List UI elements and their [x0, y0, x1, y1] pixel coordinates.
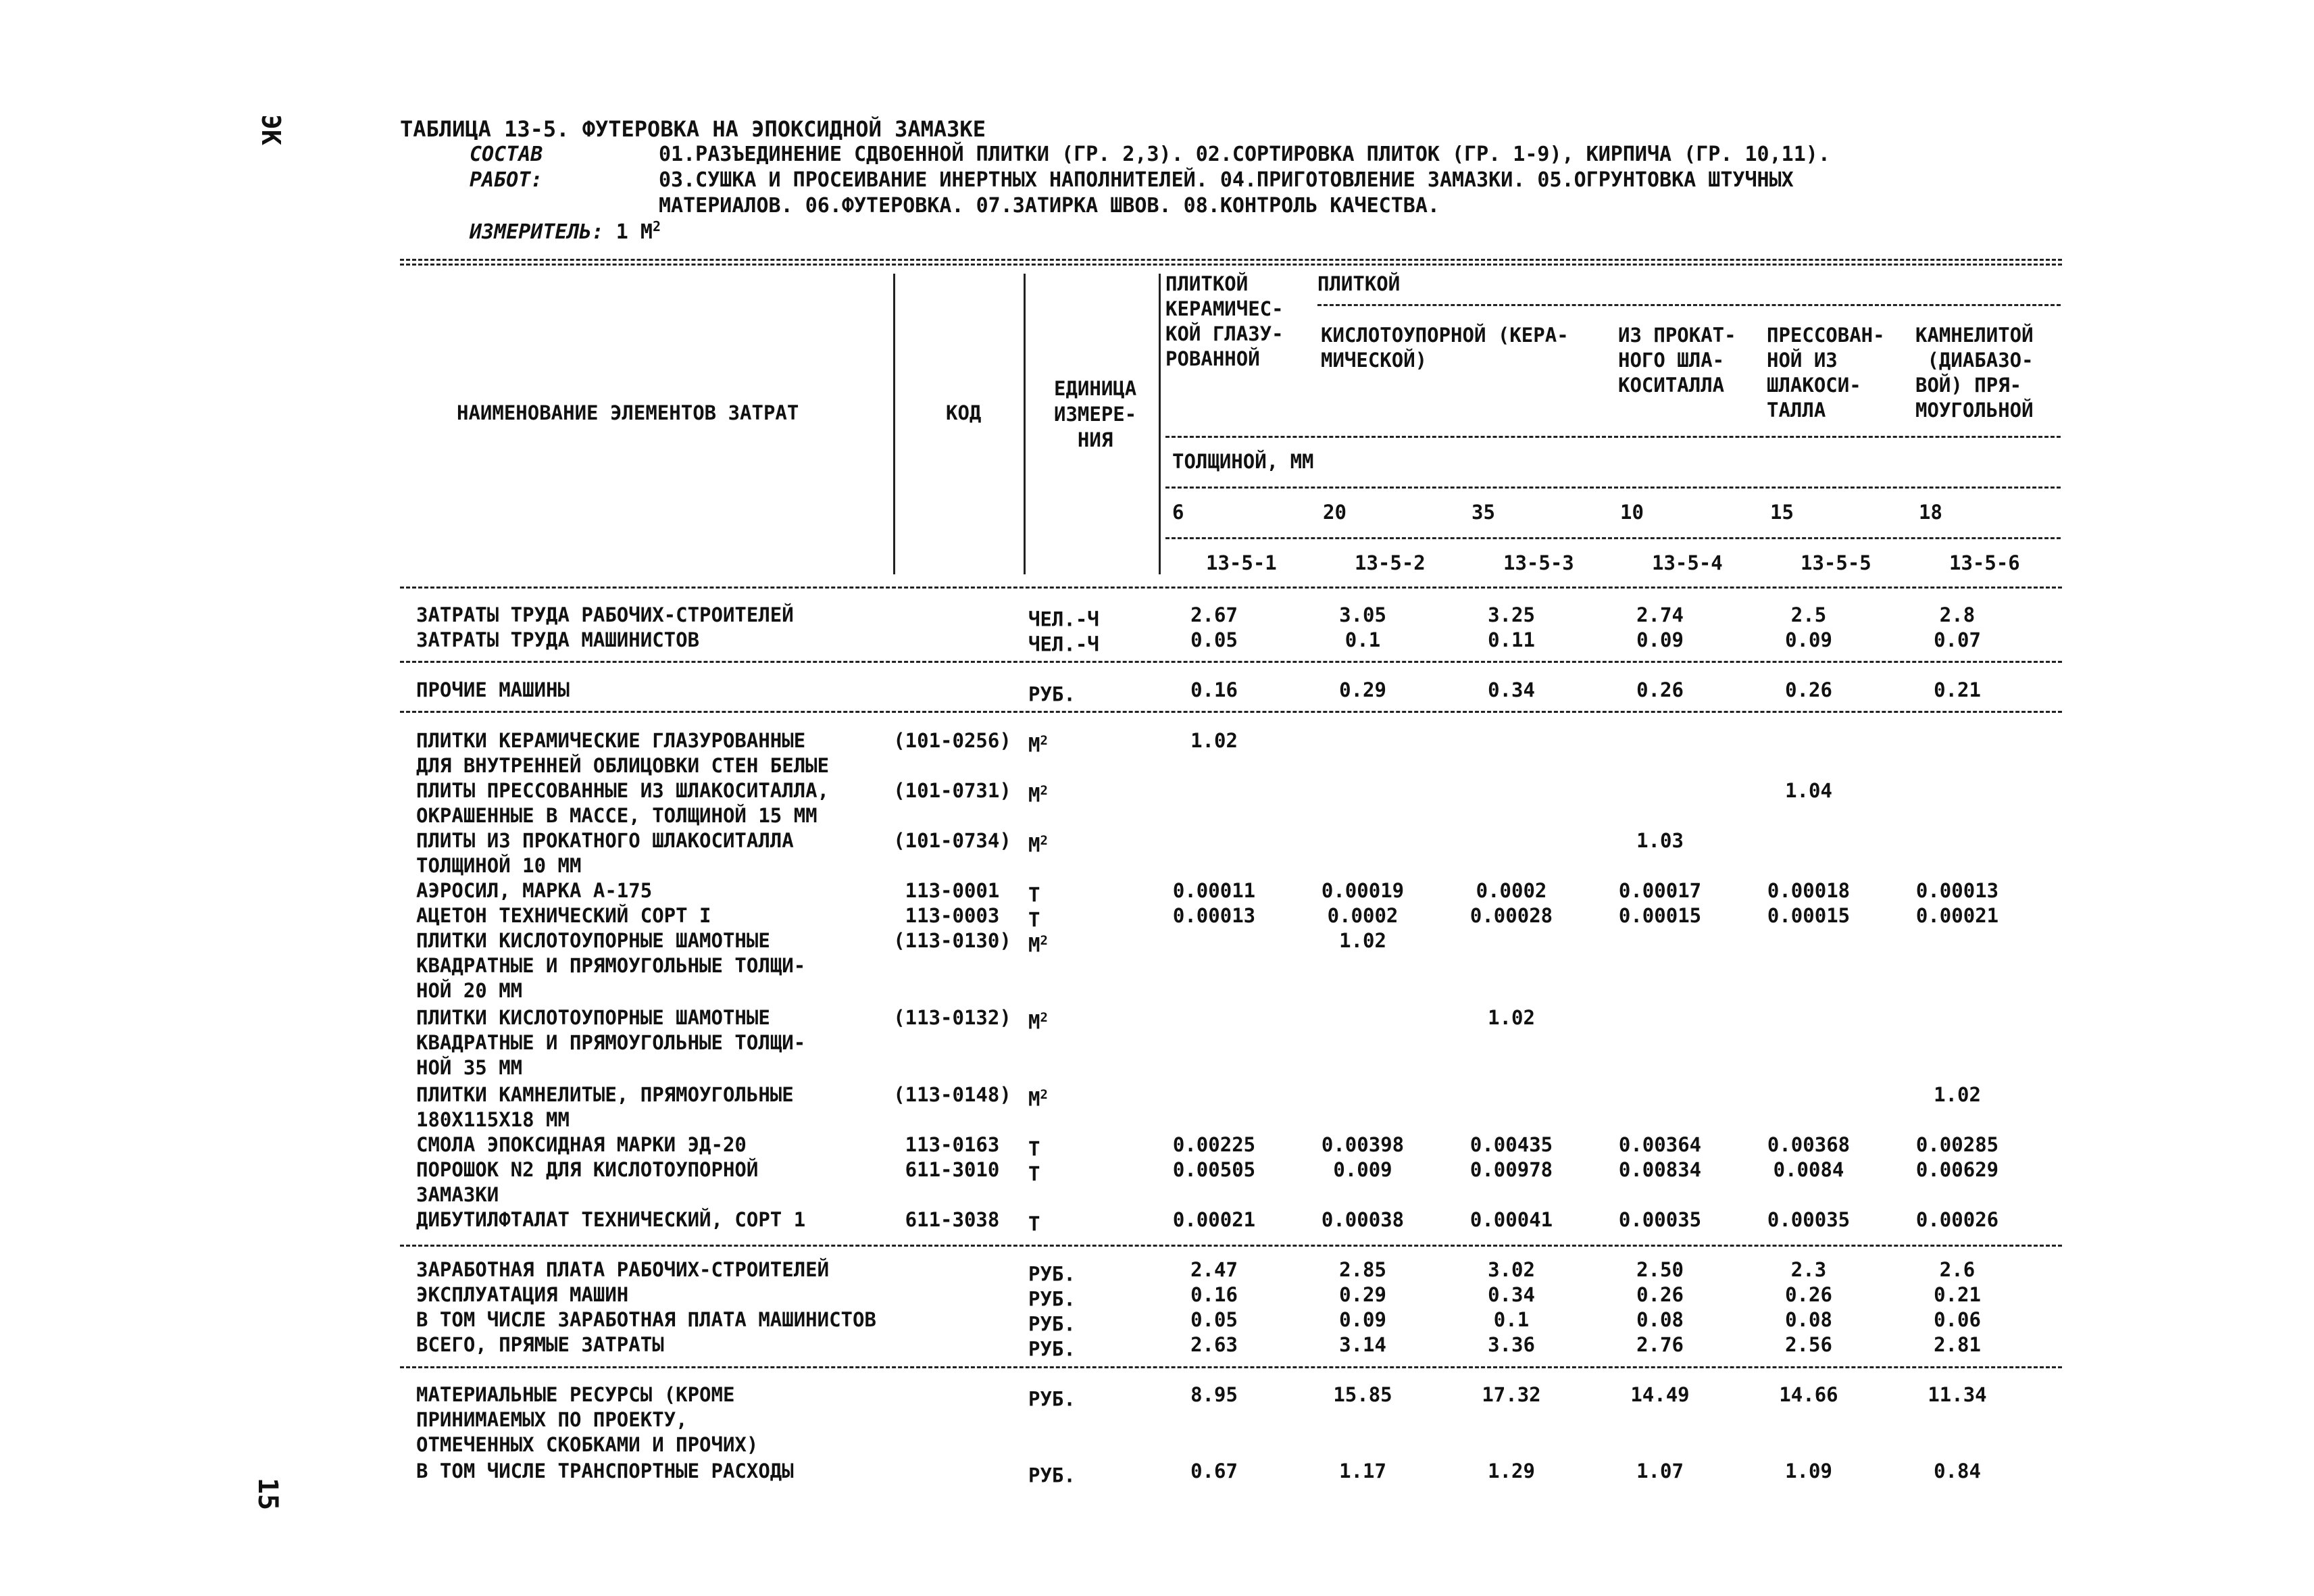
measure-value: 1 М [615, 220, 653, 244]
header-name: НАИМЕНОВАНИЕ ЭЛЕМЕНТОВ ЗАТРАТ [457, 401, 799, 424]
value-cell: 2.81 [1934, 1333, 1981, 1356]
unit-text: РУБ. [1028, 682, 1076, 706]
cost-item-name: ПОРОШОК N2 ДЛЯ КИСЛОТОУПОРНОЙ [416, 1158, 759, 1181]
table-row [400, 828, 2062, 857]
value-cell: 1.04 [1785, 779, 1832, 802]
resource-code: (113-0132) [893, 1006, 1011, 1029]
divider [400, 264, 2062, 266]
table-row [400, 903, 2062, 932]
work-label: СОСТАВ РАБОТ: [470, 143, 543, 192]
unit-superscript: 2 [1040, 833, 1048, 848]
cost-item-name: ЗАТРАТЫ ТРУДА МАШИНИСТОВ [416, 628, 700, 651]
unit-cell [1015, 678, 1140, 707]
thickness-value: 35 [1472, 501, 1495, 524]
cost-item-name: ДЛЯ ВНУТРЕННЕЙ ОБЛИЦОВКИ СТЕН БЕЛЫЕ [416, 754, 830, 777]
cost-item-name: ПЛИТКИ КИСЛОТОУПОРНЫЕ ШАМОТНЫЕ [416, 1006, 770, 1029]
header-code: КОД [946, 401, 982, 424]
value-cell: 2.74 [1636, 603, 1684, 626]
value-cell: 0.84 [1934, 1460, 1981, 1482]
table-row [400, 953, 2062, 978]
value-cell: 0.08 [1636, 1308, 1684, 1331]
resource-code: 611-3038 [905, 1208, 1000, 1231]
value-cell: 0.00035 [1618, 1208, 1702, 1231]
cost-item-name: ЭКСПЛУАТАЦИЯ МАШИН [416, 1283, 629, 1306]
table-row [400, 853, 2062, 878]
column-code: 13-5-6 [1949, 551, 2020, 574]
cost-item-name: 180Х115Х18 ММ [416, 1108, 570, 1131]
value-cell: 0.00364 [1618, 1133, 1702, 1156]
value-cell: 0.21 [1934, 1283, 1981, 1306]
value-cell: 0.00015 [1767, 904, 1851, 927]
value-cell: 0.009 [1333, 1158, 1392, 1181]
value-cell: 0.00011 [1172, 879, 1256, 902]
unit-superscript: 2 [1040, 783, 1048, 798]
value-cell: 1.17 [1339, 1460, 1386, 1482]
value-cell: 0.05 [1190, 628, 1238, 651]
cost-item-name: НОЙ 35 ММ [416, 1056, 523, 1079]
value-cell: 0.00028 [1469, 904, 1553, 927]
divider [400, 661, 2062, 663]
value-cell: 3.25 [1488, 603, 1535, 626]
table-row [400, 1055, 2062, 1080]
resource-code: (101-0734) [893, 829, 1011, 852]
unit-superscript: 2 [1040, 733, 1048, 748]
table-row [400, 1432, 2062, 1457]
unit-text: ЧЕЛ.-Ч [1028, 632, 1099, 656]
value-cell: 0.29 [1339, 678, 1386, 701]
value-cell: 0.11 [1488, 628, 1535, 651]
value-cell: 0.67 [1190, 1460, 1238, 1482]
table-row [400, 778, 2062, 807]
value-cell: 0.00978 [1469, 1158, 1553, 1181]
value-cell: 3.14 [1339, 1333, 1386, 1356]
value-cell: 2.63 [1190, 1333, 1238, 1356]
resource-code: 113-0001 [905, 879, 1000, 902]
unit-cell [1015, 628, 1140, 657]
table-row [400, 1407, 2062, 1432]
divider [400, 1245, 2062, 1247]
value-cell: 0.21 [1934, 678, 1981, 701]
header-thickness: ТОЛЩИНОЙ, ММ [1172, 450, 1314, 473]
unit-text: РУБ. [1028, 1464, 1076, 1487]
value-cell: 0.1 [1493, 1308, 1530, 1331]
value-cell: 0.09 [1785, 628, 1832, 651]
thickness-value: 20 [1323, 501, 1347, 524]
value-cell: 11.34 [1928, 1383, 1987, 1406]
value-cell: 0.00013 [1172, 904, 1256, 927]
unit-superscript: 2 [1040, 1010, 1048, 1025]
value-cell: 3.02 [1488, 1258, 1535, 1281]
unit-superscript: 2 [1040, 933, 1048, 948]
value-cell: 0.07 [1934, 628, 1981, 651]
value-cell: 0.16 [1190, 1283, 1238, 1306]
divider [400, 711, 2062, 713]
unit-text: ЧЕЛ.-Ч [1028, 607, 1099, 631]
table-row [400, 1332, 2062, 1361]
value-cell: 0.00398 [1321, 1133, 1405, 1156]
value-cell: 0.05 [1190, 1308, 1238, 1331]
divider [1159, 274, 1161, 574]
unit-text: М [1028, 783, 1040, 807]
value-cell: 0.09 [1339, 1308, 1386, 1331]
value-cell: 0.00368 [1767, 1133, 1851, 1156]
value-cell: 0.08 [1785, 1308, 1832, 1331]
value-cell: 0.0084 [1773, 1158, 1844, 1181]
unit-superscript: 2 [1040, 1087, 1048, 1102]
table-row [400, 803, 2062, 828]
resource-code: 113-0003 [905, 904, 1000, 927]
unit-text: М [1028, 1010, 1040, 1034]
value-cell: 1.02 [1488, 1006, 1535, 1029]
resource-code: 611-3010 [905, 1158, 1000, 1181]
divider [1165, 537, 2061, 539]
value-cell: 14.66 [1779, 1383, 1838, 1406]
table-row [400, 1082, 2062, 1111]
unit-text: М [1028, 933, 1040, 957]
divider [400, 259, 2062, 261]
value-cell: 0.00629 [1915, 1158, 1999, 1181]
column-code: 13-5-1 [1206, 551, 1277, 574]
value-cell: 0.00505 [1172, 1158, 1256, 1181]
column-code: 13-5-3 [1503, 551, 1574, 574]
table-row [400, 678, 2062, 706]
value-cell: 0.34 [1488, 678, 1535, 701]
unit-text: Т [1028, 883, 1040, 907]
value-cell: 0.00038 [1321, 1208, 1405, 1231]
header-group-2-top: ПЛИТКОЙ [1317, 272, 1401, 295]
value-cell: 0.0002 [1476, 879, 1547, 902]
page-number: 15 [252, 1477, 284, 1511]
value-cell: 0.26 [1785, 678, 1832, 701]
table-row [400, 1307, 2062, 1336]
value-cell: 0.00019 [1321, 879, 1405, 902]
value-cell: 1.09 [1785, 1460, 1832, 1482]
work-line-2: 03.СУШКА И ПРОСЕИВАНИЕ ИНЕРТНЫХ НАПОЛНИТЕЛЕЙ. 04.ПРИГОТОВЛЕНИЕ ЗАМАЗКИ. 05.ОГРУНТОВКА ШТУЧНЫХ [659, 168, 1794, 192]
table-row [400, 878, 2062, 907]
table-row [400, 1005, 2062, 1034]
value-cell: 2.6 [1939, 1258, 1976, 1281]
value-cell: 0.16 [1190, 678, 1238, 701]
value-cell: 0.06 [1934, 1308, 1981, 1331]
resource-code: (101-0731) [893, 779, 1011, 802]
value-cell: 2.85 [1339, 1258, 1386, 1281]
cost-item-name: ДИБУТИЛФТАЛАТ ТЕХНИЧЕСКИЙ, СОРТ 1 [416, 1208, 806, 1231]
value-cell: 0.00285 [1915, 1133, 1999, 1156]
value-cell: 2.47 [1190, 1258, 1238, 1281]
unit-text: М [1028, 733, 1040, 757]
cost-item-name: В ТОМ ЧИСЛЕ ЗАРАБОТНАЯ ПЛАТА МАШИНИСТОВ [416, 1308, 876, 1331]
cost-item-name: ЗАРАБОТНАЯ ПЛАТА РАБОЧИХ-СТРОИТЕЛЕЙ [416, 1258, 830, 1281]
cost-item-name: КВАДРАТНЫЕ И ПРЯМОУГОЛЬНЫЕ ТОЛЩИ- [416, 1031, 806, 1054]
cost-item-name: ОКРАШЕННЫЕ В МАССЕ, ТОЛЩИНОЙ 15 ММ [416, 804, 818, 827]
thickness-value: 6 [1172, 501, 1184, 524]
unit-text: РУБ. [1028, 1287, 1076, 1311]
value-cell: 3.36 [1488, 1333, 1535, 1356]
cost-item-name: ВСЕГО, ПРЯМЫЕ ЗАТРАТЫ [416, 1333, 664, 1356]
unit-text: РУБ. [1028, 1387, 1076, 1411]
divider [1165, 436, 2061, 438]
value-cell: 0.00035 [1767, 1208, 1851, 1231]
table-row [400, 928, 2062, 957]
table-row [400, 1132, 2062, 1161]
cost-item-name: АЭРОСИЛ, МАРКА А-175 [416, 879, 653, 902]
cost-item-name: ПРОЧИЕ МАШИНЫ [416, 678, 570, 701]
unit-text: Т [1028, 1137, 1040, 1161]
header-group-3: ИЗ ПРОКАТ- НОГО ШЛА- КОСИТАЛЛА [1618, 324, 1736, 397]
value-cell: 0.00021 [1172, 1208, 1256, 1231]
cost-item-name: ПЛИТКИ КАМНЕЛИТЫЕ, ПРЯМОУГОЛЬНЫЕ [416, 1083, 794, 1106]
value-cell: 0.34 [1488, 1283, 1535, 1306]
value-cell: 2.50 [1636, 1258, 1684, 1281]
cost-item-name: ЗАТРАТЫ ТРУДА РАБОЧИХ-СТРОИТЕЛЕЙ [416, 603, 794, 626]
value-cell: 0.09 [1636, 628, 1684, 651]
value-cell: 0.1 [1344, 628, 1381, 651]
unit-text: Т [1028, 908, 1040, 932]
value-cell: 0.00026 [1915, 1208, 1999, 1231]
value-cell: 0.00225 [1172, 1133, 1256, 1156]
value-cell: 2.8 [1939, 603, 1976, 626]
header-unit: ЕДИНИЦА ИЗМЕРЕ- НИЯ [1054, 377, 1137, 451]
resource-code: 113-0163 [905, 1133, 1000, 1156]
cost-item-name: ПРИНИМАЕМЫХ ПО ПРОЕКТУ, [416, 1408, 688, 1431]
thickness-value: 15 [1770, 501, 1794, 524]
divider [1024, 274, 1026, 574]
table-row [400, 1257, 2062, 1286]
margin-mark: ЭК [255, 114, 286, 145]
table-row [400, 728, 2062, 757]
value-cell: 0.00041 [1469, 1208, 1553, 1231]
table-row [400, 1107, 2062, 1132]
value-cell: 0.29 [1339, 1283, 1386, 1306]
value-cell: 3.05 [1339, 603, 1386, 626]
value-cell: 2.56 [1785, 1333, 1832, 1356]
unit-text: РУБ. [1028, 1312, 1076, 1336]
cost-item-name: ТОЛЩИНОЙ 10 ММ [416, 854, 582, 877]
unit-cell [1015, 1459, 1140, 1489]
resource-code: (113-0148) [893, 1083, 1011, 1106]
value-cell: 15.85 [1333, 1383, 1392, 1406]
cost-item-name: ПЛИТКИ КЕРАМИЧЕСКИЕ ГЛАЗУРОВАННЫЕ [416, 729, 806, 752]
value-cell: 1.03 [1636, 829, 1684, 852]
cost-item-name: ПЛИТКИ КИСЛОТОУПОРНЫЕ ШАМОТНЫЕ [416, 929, 770, 952]
table-row [400, 978, 2062, 1003]
value-cell: 0.00435 [1469, 1133, 1553, 1156]
value-cell: 0.26 [1636, 1283, 1684, 1306]
thickness-value: 10 [1620, 501, 1644, 524]
cost-item-name: В ТОМ ЧИСЛЕ ТРАНСПОРТНЫЕ РАСХОДЫ [416, 1460, 794, 1482]
table-row [400, 1030, 2062, 1055]
value-cell: 0.00018 [1767, 879, 1851, 902]
column-code: 13-5-2 [1355, 551, 1426, 574]
resource-code: (101-0256) [893, 729, 1011, 752]
unit-text: М [1028, 833, 1040, 857]
value-cell: 2.5 [1790, 603, 1827, 626]
table-row [400, 1207, 2062, 1236]
header-group-2: КИСЛОТОУПОРНОЙ (КЕРА- МИЧЕСКОЙ) [1321, 324, 1569, 372]
value-cell: 1.07 [1636, 1460, 1684, 1482]
table-row [400, 1157, 2062, 1186]
cost-item-name: ПЛИТЫ ПРЕССОВАННЫЕ ИЗ ШЛАКОСИТАЛЛА, [416, 779, 830, 802]
value-cell: 14.49 [1630, 1383, 1690, 1406]
value-cell: 0.00021 [1915, 904, 1999, 927]
cost-item-name: ОТМЕЧЕННЫХ СКОБКАМИ И ПРОЧИХ) [416, 1433, 759, 1456]
value-cell: 1.02 [1934, 1083, 1981, 1106]
header-group-4: ПРЕССОВАН- НОЙ ИЗ ШЛАКОСИ- ТАЛЛА [1767, 324, 1885, 422]
table-row [400, 1182, 2062, 1207]
header-group-1: ПЛИТКОЙ КЕРАМИЧЕС- КОЙ ГЛАЗУ- РОВАННОЙ [1165, 272, 1284, 370]
value-cell: 0.00013 [1915, 879, 1999, 902]
cost-item-name: ПЛИТЫ ИЗ ПРОКАТНОГО ШЛАКОСИТАЛЛА [416, 829, 794, 852]
divider [400, 1366, 2062, 1368]
column-code: 13-5-4 [1652, 551, 1723, 574]
value-cell: 0.26 [1785, 1283, 1832, 1306]
value-cell: 1.29 [1488, 1460, 1535, 1482]
header-group-5: КАМНЕЛИТОЙ (ДИАБАЗО- ВОЙ) ПРЯ- МОУГОЛЬНОЙ [1915, 324, 2034, 422]
value-cell: 1.02 [1339, 929, 1386, 952]
unit-text: Т [1028, 1162, 1040, 1186]
unit-text: М [1028, 1087, 1040, 1111]
cost-item-name: НОЙ 20 ММ [416, 979, 523, 1002]
unit-cell [1015, 1332, 1140, 1362]
unit-text: РУБ. [1028, 1337, 1076, 1361]
divider [1317, 304, 2061, 306]
measure-unit [470, 218, 661, 244]
value-cell: 0.00834 [1618, 1158, 1702, 1181]
column-code: 13-5-5 [1801, 551, 1871, 574]
value-cell: 17.32 [1482, 1383, 1541, 1406]
unit-text: РУБ. [1028, 1262, 1076, 1286]
cost-item-name: ЗАМАЗКИ [416, 1183, 499, 1206]
cost-item-name: СМОЛА ЭПОКСИДНАЯ МАРКИ ЭД-20 [416, 1133, 747, 1156]
cost-item-name: КВАДРАТНЫЕ И ПРЯМОУГОЛЬНЫЕ ТОЛЩИ- [416, 954, 806, 977]
table-row [400, 753, 2062, 778]
divider [893, 274, 895, 574]
value-cell: 0.00017 [1618, 879, 1702, 902]
cost-item-name: МАТЕРИАЛЬНЫЕ РЕСУРСЫ (КРОМЕ [416, 1383, 735, 1406]
measure-sup: 2 [652, 218, 661, 234]
value-cell: 1.02 [1190, 729, 1238, 752]
value-cell: 2.76 [1636, 1333, 1684, 1356]
measure-label: ИЗМЕРИТЕЛЬ: [470, 220, 604, 244]
table-row [400, 1282, 2062, 1311]
value-cell: 0.0002 [1327, 904, 1399, 927]
work-line-1: 01.РАЗЪЕДИНЕНИЕ СДВОЕННОЙ ПЛИТКИ (ГР. 2,3). 02.СОРТИРОВКА ПЛИТОК (ГР. 1-9), КИРПИЧА (ГР. 10,11). [659, 143, 1830, 166]
table-row [400, 628, 2062, 656]
work-line-3: МАТЕРИАЛОВ. 06.ФУТЕРОВКА. 07.ЗАТИРКА ШВОВ. 08.КОНТРОЛЬ КАЧЕСТВА. [659, 194, 1440, 218]
divider [1165, 487, 2061, 489]
value-cell: 2.3 [1790, 1258, 1827, 1281]
value-cell: 2.67 [1190, 603, 1238, 626]
value-cell: 0.26 [1636, 678, 1684, 701]
unit-text: Т [1028, 1212, 1040, 1236]
resource-code: (113-0130) [893, 929, 1011, 952]
cost-item-name: АЦЕТОН ТЕХНИЧЕСКИЙ СОРТ I [416, 904, 711, 927]
unit-cell [1015, 1207, 1140, 1237]
table-row [400, 603, 2062, 631]
table-row [400, 1459, 2062, 1487]
table-title: ТАБЛИЦА 13-5. ФУТЕРОВКА НА ЭПОКСИДНОЙ ЗАМАЗКЕ [400, 116, 986, 142]
divider [400, 587, 2062, 589]
value-cell: 8.95 [1190, 1383, 1238, 1406]
table-row [400, 1382, 2062, 1411]
value-cell: 0.00015 [1618, 904, 1702, 927]
thickness-value: 18 [1919, 501, 1942, 524]
